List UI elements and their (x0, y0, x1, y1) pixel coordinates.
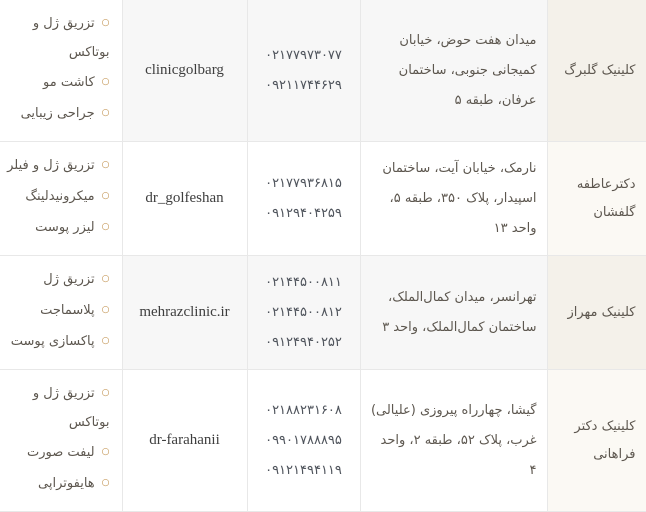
phone-number: ۰۹۲۱۱۷۴۴۶۲۹ (265, 77, 342, 93)
services-list (6, 152, 110, 243)
service-label: تزریق ژل (43, 272, 95, 287)
bullet-icon: ○ (101, 388, 110, 398)
bullet-icon: ○ (101, 108, 110, 118)
service-label: میکرونیدلینگ (25, 189, 95, 204)
service-item (6, 266, 110, 295)
service-item (6, 10, 110, 67)
bullet-icon: ○ (101, 18, 110, 28)
service-label: پلاسماجت (40, 303, 95, 318)
phone-cell (247, 142, 360, 256)
bullet-icon: ○ (101, 77, 110, 87)
table-row (0, 370, 646, 512)
bullet-icon: ○ (101, 274, 110, 284)
service-label: تزریق ژل و بوتاکس (32, 16, 110, 60)
phone-number: ۰۲۱۷۷۹۷۳۰۷۷ (265, 47, 342, 63)
services-cell (0, 142, 122, 256)
service-item (6, 297, 110, 326)
address-cell: نارمک، خیابان آیت، ساختمان اسپیدار، پلاک ۳۵۰، طبقه ۵، واحد ۱۳ (360, 142, 547, 256)
table-row (0, 142, 646, 256)
phone-cell (247, 370, 360, 512)
instagram-handle-cell: clinicgolbarg (122, 0, 247, 142)
phone-number: ۰۹۱۲۴۹۴۰۲۵۲ (265, 334, 342, 350)
table-row (0, 256, 646, 370)
phone-number: ۰۹۱۲۱۴۹۴۱۱۹ (265, 462, 342, 478)
service-item (6, 183, 110, 212)
services-list (6, 10, 110, 129)
service-item (6, 152, 110, 181)
phone-cell (247, 256, 360, 370)
services-cell (0, 0, 122, 142)
bullet-icon: ○ (101, 336, 110, 346)
website-handle-cell: mehrazclinic.ir (122, 256, 247, 370)
service-label: پاکسازی پوست (10, 334, 95, 349)
instagram-handle-cell: dr-farahanii (122, 370, 247, 512)
address-cell: تهرانسر، میدان کمال‌الملک، ساختمان کمال‌الملک، واحد ۳ (360, 256, 547, 370)
services-cell (0, 370, 122, 512)
phone-number: ۰۹۹۰۱۷۸۸۸۹۵ (265, 432, 342, 448)
phone-number: ۰۲۱۷۷۹۳۶۸۱۵ (265, 175, 342, 191)
clinic-name-cell: دکترعاطفه گلفشان (547, 142, 646, 256)
services-cell (0, 256, 122, 370)
table-row (0, 0, 646, 142)
bullet-icon: ○ (101, 191, 110, 201)
service-label: هایفوتراپی (38, 476, 95, 491)
service-label: لیزر پوست (35, 220, 95, 235)
service-item (6, 214, 110, 243)
clinic-name-cell: کلینیک مهراز (547, 256, 646, 370)
bullet-icon: ○ (101, 305, 110, 315)
service-item (6, 380, 110, 437)
service-item (6, 69, 110, 98)
phone-cell (247, 0, 360, 142)
bullet-icon: ○ (101, 160, 110, 170)
bullet-icon: ○ (101, 222, 110, 232)
service-label: تزریق ژل و فیلر (7, 158, 95, 173)
bullet-icon: ○ (101, 447, 110, 457)
service-label: لیفت صورت (27, 445, 95, 460)
service-label: کاشت مو (43, 75, 95, 90)
service-item (6, 328, 110, 357)
phone-number: ۰۹۱۲۹۴۰۴۲۵۹ (265, 205, 342, 221)
services-list (6, 266, 110, 357)
service-item (6, 100, 110, 129)
bullet-icon: ○ (101, 478, 110, 488)
services-list (6, 380, 110, 499)
phone-number: ۰۲۱۴۴۵۰۰۸۱۲ (265, 304, 342, 320)
instagram-handle-cell: dr_golfeshan (122, 142, 247, 256)
service-item (6, 470, 110, 499)
service-label: تزریق ژل و بوتاکس (32, 386, 110, 430)
phone-number: ۰۲۱۴۴۵۰۰۸۱۱ (265, 274, 342, 290)
address-cell: گیشا، چهارراه پیروزی (علیالی) غرب، پلاک ۵۲، طبقه ۲، واحد ۴ (360, 370, 547, 512)
service-item (6, 439, 110, 468)
phone-number: ۰۲۱۸۸۲۳۱۶۰۸ (265, 402, 342, 418)
address-cell: میدان هفت حوض، خیابان کمیجانی جنوبی، ساختمان عرفان، طبقه ۵ (360, 0, 547, 142)
service-label: جراحی زیبایی (20, 106, 95, 121)
clinic-name-cell: کلینیک دکتر فراهانی (547, 370, 646, 512)
clinic-name-cell: کلینیک گلبرگ (547, 0, 646, 142)
